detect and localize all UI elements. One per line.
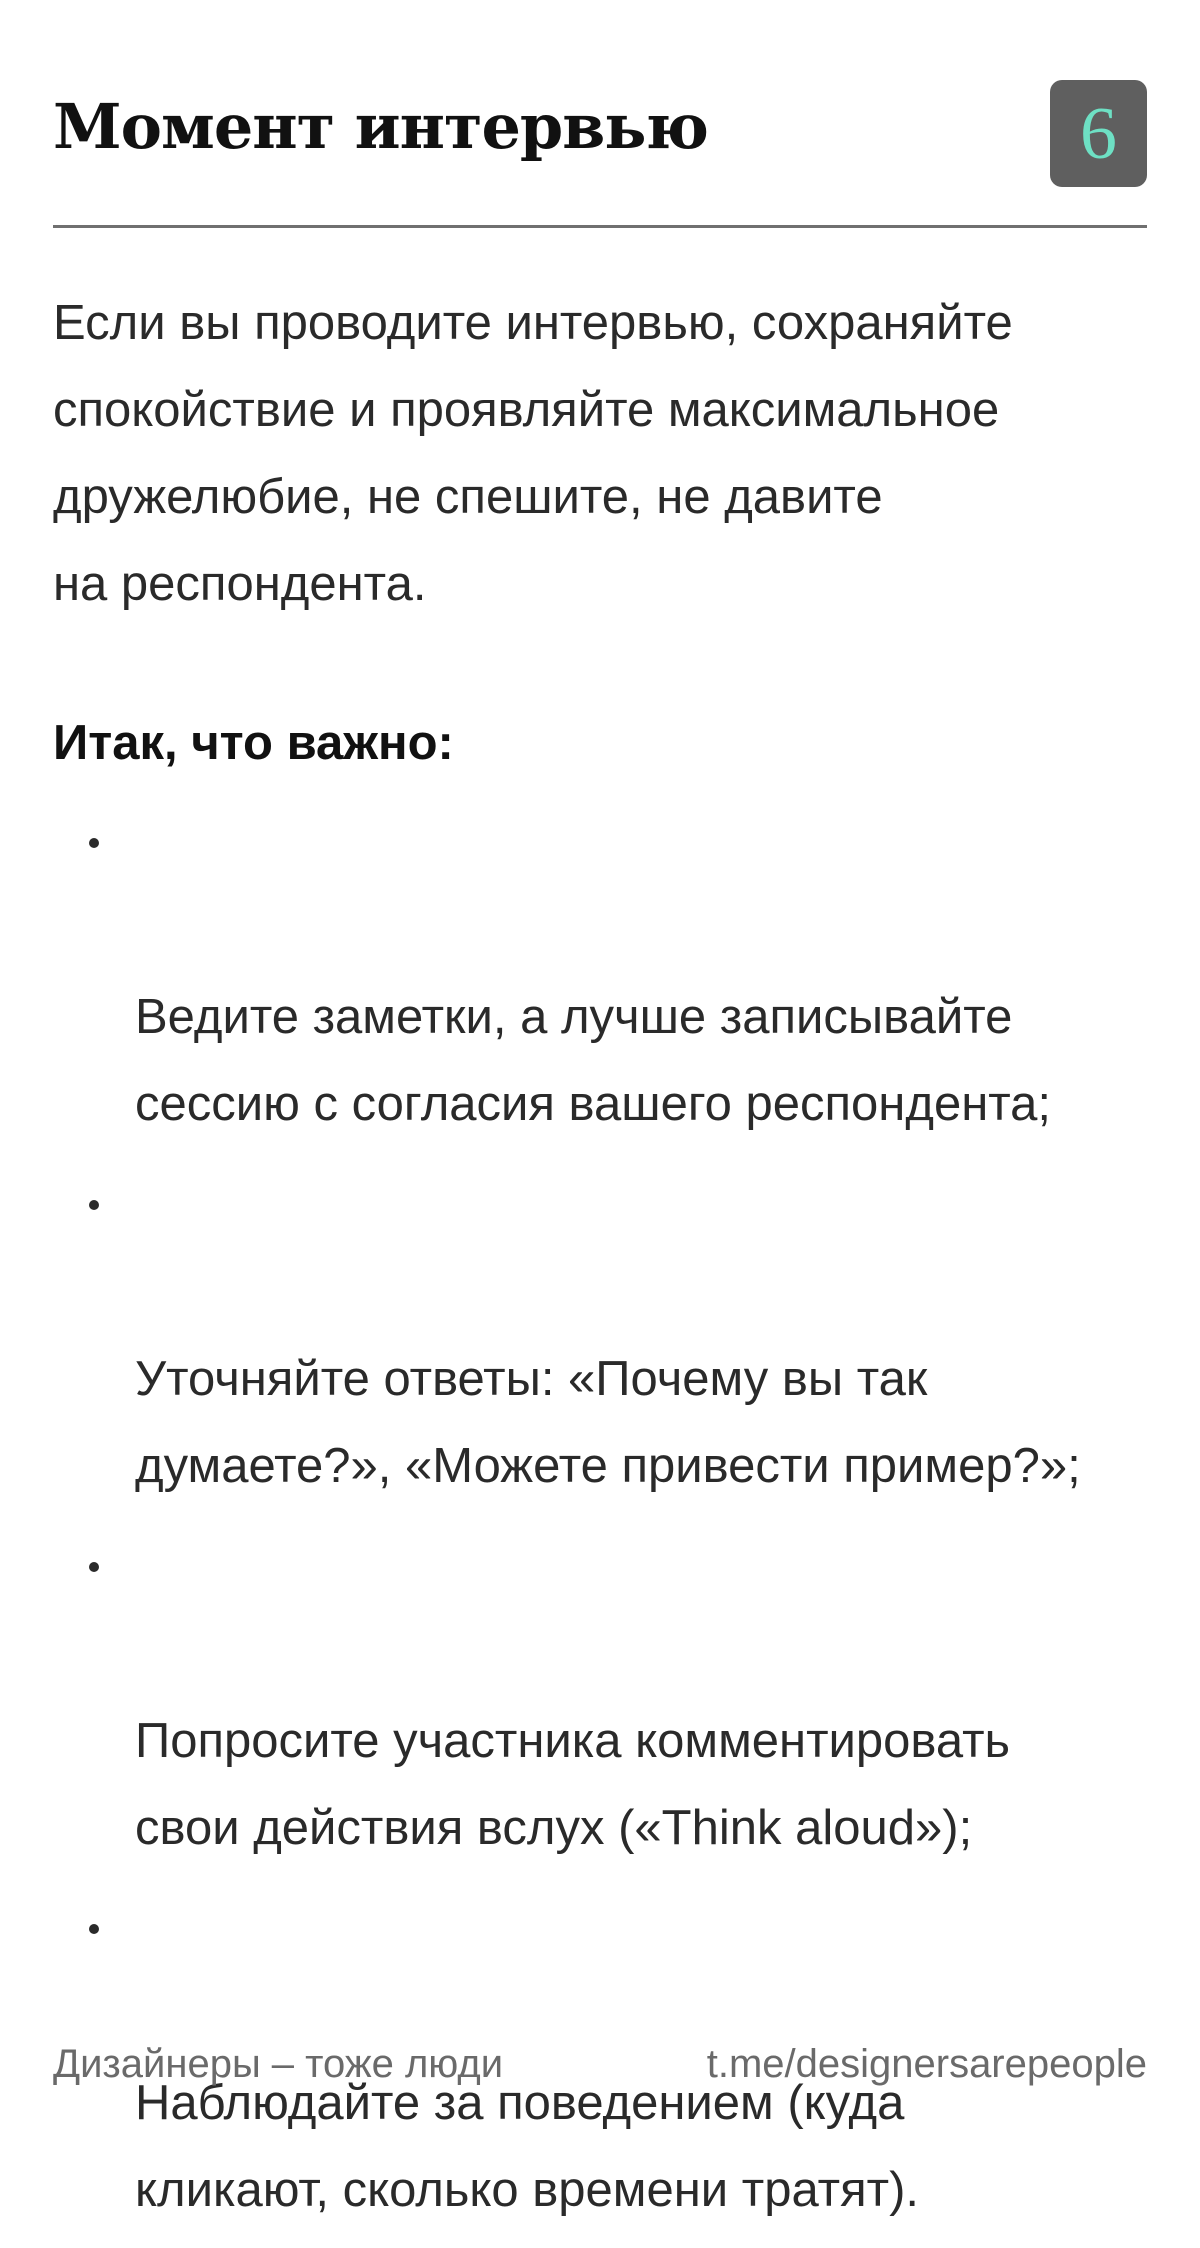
bullet-icon: [89, 1562, 99, 1572]
footer-channel-link[interactable]: t.me/designersarepeople: [706, 2042, 1147, 2086]
page-number-badge: 6: [1050, 80, 1147, 187]
section-heading: Итак, что важно:: [53, 716, 454, 770]
list-item: [53, 800, 1153, 1148]
footer-brand: Дизайнеры – тоже люди: [53, 2042, 504, 2086]
tips-list: [53, 800, 1153, 2248]
bullet-icon: [89, 1200, 99, 1210]
list-item-text: Наблюдайте за поведением (куда кликают, сколько времени тратят).: [135, 2076, 919, 2217]
list-item: [53, 1524, 1153, 1872]
list-item-text: Ведите заметки, а лучше записывайте сессию с согласия вашего респондента;: [135, 990, 1052, 1131]
header-divider: [53, 225, 1147, 228]
page-header: [53, 80, 1147, 228]
list-item-text: Попросите участника комментировать свои действия вслух («Think aloud»);: [135, 1714, 1011, 1855]
list-item-text: Уточняйте ответы: «Почему вы так думаете?», «Можете привести пример?»;: [135, 1352, 1081, 1493]
intro-paragraph: Если вы проводите интервью, сохраняйте спокойствие и проявляйте максимальное дружелюбие, не спешите, не давите на респондента.: [53, 296, 1013, 611]
bullet-icon: [89, 1924, 99, 1934]
bullet-icon: [89, 838, 99, 848]
page-title: Момент интервью: [53, 90, 708, 163]
list-item: [53, 1162, 1153, 1510]
